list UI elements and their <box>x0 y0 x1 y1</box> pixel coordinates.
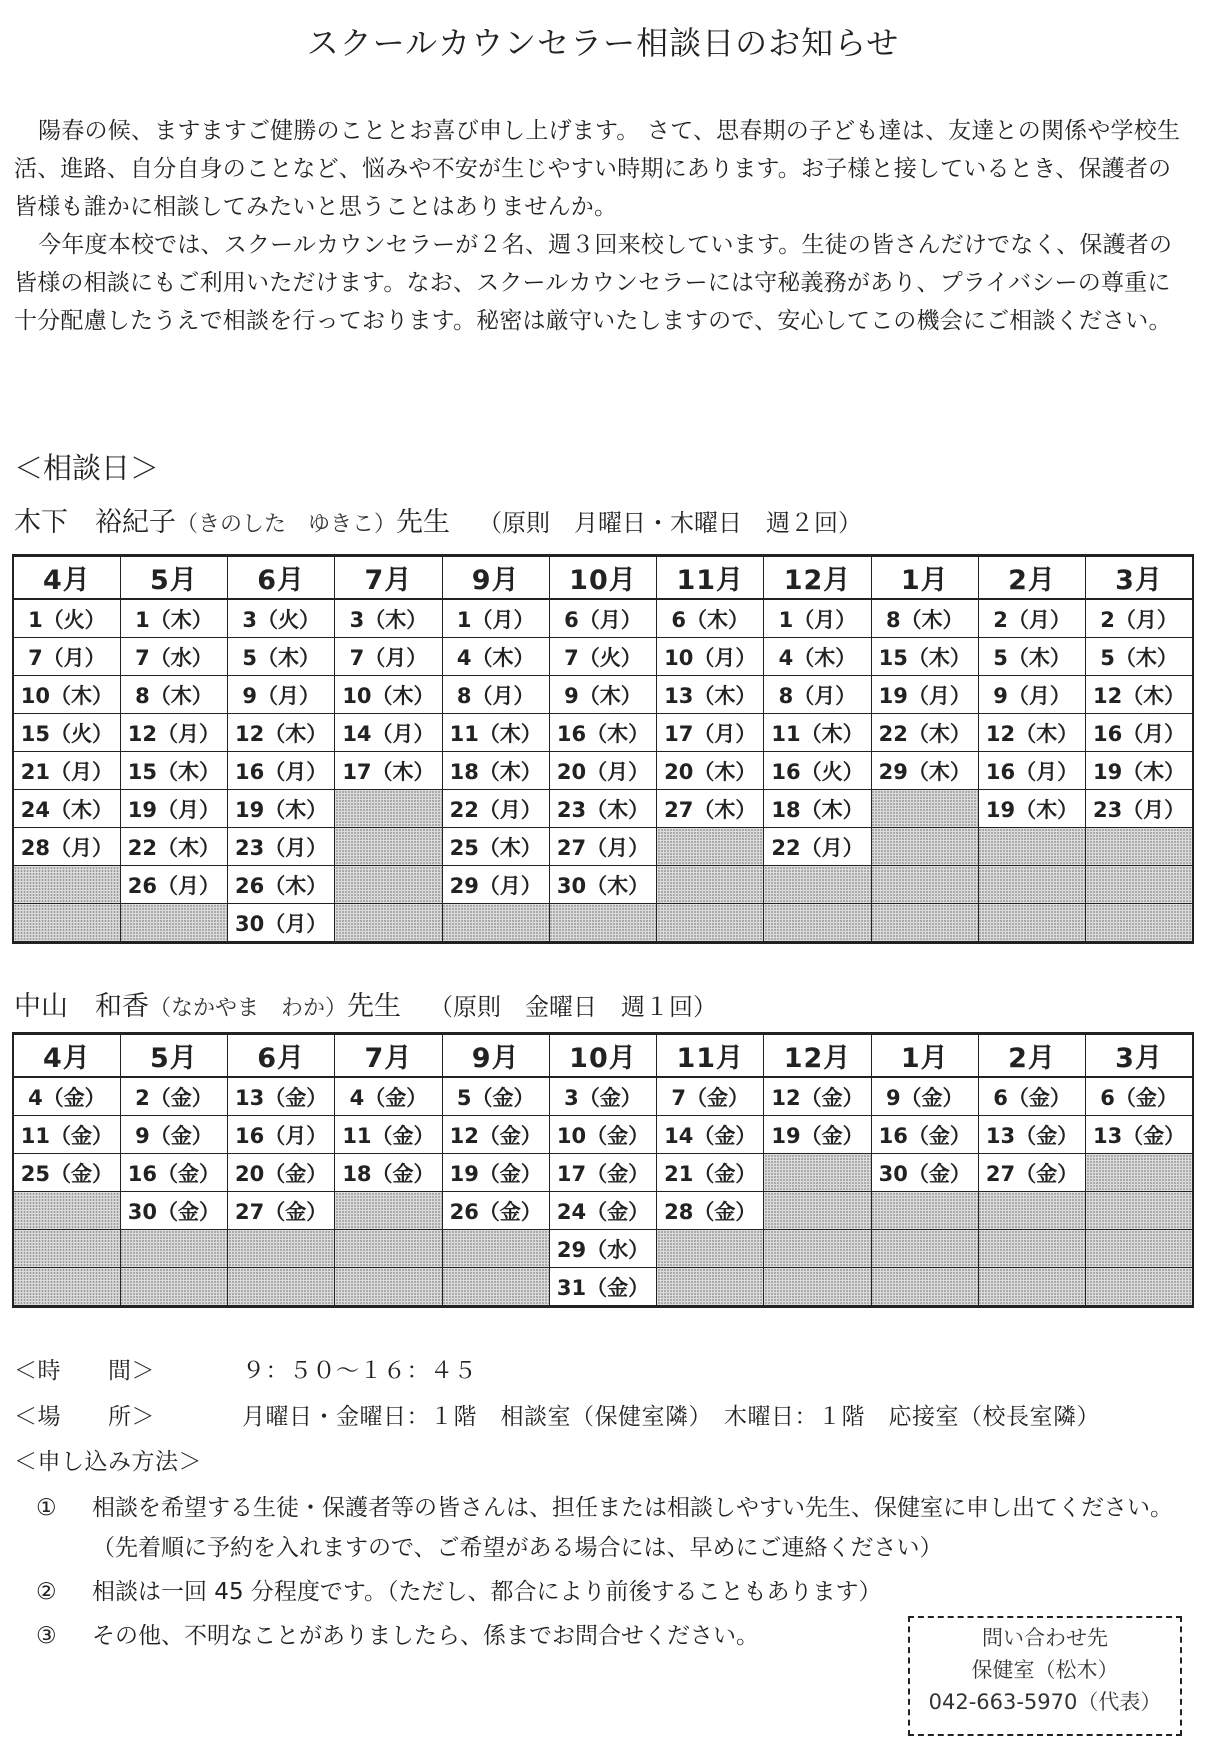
counselor-schedule-rule: （原則 金曜日 週１回） <box>429 993 718 1021</box>
empty-cell <box>978 904 1085 943</box>
empty-cell <box>442 904 549 943</box>
table-row <box>13 1077 1193 1116</box>
step-item <box>14 1616 892 1656</box>
counselor-suffix: 先生 <box>396 507 451 538</box>
date-cell: 3（木） <box>335 599 442 638</box>
date-cell: 4（木） <box>764 638 871 676</box>
month-header: 10月 <box>549 556 656 600</box>
empty-cell <box>978 866 1085 904</box>
date-cell: 21（月） <box>13 752 120 790</box>
empty-cell <box>978 1230 1085 1268</box>
intro-paragraph-2: 今年度本校では、スクールカウンセラーが２名、週３回来校しています。生徒の皆さんだけでなく、保護者の皆様の相談にもご利用いただけます。なお、スクールカウンセラーには守秘義務があり、プライバシーの尊重に十分配慮したうえで相談を行っております。秘密は厳守いたしますので、安心してこの機会にご相談ください。 <box>14 232 1173 334</box>
table-row <box>13 714 1193 752</box>
date-cell: 12（木） <box>228 714 335 752</box>
table-row <box>13 904 1193 943</box>
contact-box <box>908 1616 1182 1736</box>
empty-cell <box>871 1230 978 1268</box>
empty-cell <box>120 1268 227 1307</box>
date-cell: 16（月） <box>228 1116 335 1154</box>
info-apply <box>14 1443 202 1476</box>
empty-cell <box>120 904 227 943</box>
step-text: 相談を希望する生徒・保護者等の皆さんは、担任または相談しやすい先生、保健室に申し出てください。（先着順に予約を入れますので、ご希望がある場合には、早めにご連絡ください） <box>92 1495 1173 1561</box>
empty-cell <box>871 1192 978 1230</box>
month-header: 1月 <box>871 1034 978 1078</box>
empty-cell <box>657 828 764 866</box>
empty-cell <box>442 1268 549 1307</box>
counselor-heading-1 <box>14 500 862 539</box>
date-cell: 7（水） <box>120 638 227 676</box>
table-row <box>13 1116 1193 1154</box>
date-cell: 17（月） <box>657 714 764 752</box>
date-cell: 14（金） <box>657 1116 764 1154</box>
month-header: 9月 <box>442 556 549 600</box>
month-header: 1月 <box>871 556 978 600</box>
month-header: 9月 <box>442 1034 549 1078</box>
date-cell: 19（月） <box>871 676 978 714</box>
empty-cell <box>228 1268 335 1307</box>
date-cell: 29（木） <box>871 752 978 790</box>
empty-cell <box>13 904 120 943</box>
date-cell: 27（月） <box>549 828 656 866</box>
date-cell: 27（金） <box>978 1154 1085 1192</box>
empty-cell <box>764 1154 871 1192</box>
date-cell: 19（月） <box>120 790 227 828</box>
date-cell: 19（木） <box>978 790 1085 828</box>
date-cell: 19（木） <box>1086 752 1193 790</box>
empty-cell <box>657 1230 764 1268</box>
month-header: 3月 <box>1086 1034 1193 1078</box>
date-cell: 14（月） <box>335 714 442 752</box>
empty-cell <box>764 866 871 904</box>
date-cell: 22（月） <box>764 828 871 866</box>
date-cell: 7（月） <box>13 638 120 676</box>
step-number: ③ <box>36 1623 57 1649</box>
date-cell: 30（金） <box>871 1154 978 1192</box>
info-time-label: ＜時 間＞ <box>14 1358 155 1384</box>
date-cell: 31（金） <box>549 1268 656 1307</box>
date-cell: 25（金） <box>13 1154 120 1192</box>
empty-cell <box>764 904 871 943</box>
date-cell: 10（木） <box>335 676 442 714</box>
counselor-schedule-rule: （原則 月曜日・木曜日 週２回） <box>478 509 863 537</box>
empty-cell <box>871 1268 978 1307</box>
table-row <box>13 1230 1193 1268</box>
date-cell: 16（金） <box>871 1116 978 1154</box>
step-number: ② <box>36 1579 57 1605</box>
date-cell: 5（木） <box>1086 638 1193 676</box>
date-cell: 12（木） <box>1086 676 1193 714</box>
date-cell: 7（火） <box>549 638 656 676</box>
table-row <box>13 752 1193 790</box>
date-cell: 18（木） <box>764 790 871 828</box>
month-header: 10月 <box>549 1034 656 1078</box>
date-cell: 6（金） <box>1086 1077 1193 1116</box>
date-cell: 6（金） <box>978 1077 1085 1116</box>
empty-cell <box>13 1192 120 1230</box>
date-cell: 13（金） <box>228 1077 335 1116</box>
info-apply-label: ＜申し込み方法＞ <box>14 1449 202 1475</box>
date-cell: 1（火） <box>13 599 120 638</box>
date-cell: 9（金） <box>871 1077 978 1116</box>
empty-cell <box>1086 1154 1193 1192</box>
empty-cell <box>657 866 764 904</box>
empty-cell <box>871 866 978 904</box>
date-cell: 15（木） <box>871 638 978 676</box>
date-cell: 26（月） <box>120 866 227 904</box>
date-cell: 29（水） <box>549 1230 656 1268</box>
date-cell: 2（金） <box>120 1077 227 1116</box>
date-cell: 12（金） <box>442 1116 549 1154</box>
info-place-value: 月曜日・金曜日：１階 相談室（保健室隣） 木曜日：１階 応接室（校長室隣） <box>242 1404 1100 1430</box>
date-cell: 18（金） <box>335 1154 442 1192</box>
empty-cell <box>657 1268 764 1307</box>
date-cell: 5（金） <box>442 1077 549 1116</box>
date-cell: 30（月） <box>228 904 335 943</box>
date-cell: 3（火） <box>228 599 335 638</box>
date-cell: 4（金） <box>335 1077 442 1116</box>
date-cell: 23（木） <box>549 790 656 828</box>
date-cell: 18（木） <box>442 752 549 790</box>
date-cell: 8（木） <box>871 599 978 638</box>
month-header: 5月 <box>120 1034 227 1078</box>
date-cell: 26（金） <box>442 1192 549 1230</box>
empty-cell <box>120 1230 227 1268</box>
schedule-table-nakayama <box>12 1032 1194 1308</box>
date-cell: 28（月） <box>13 828 120 866</box>
counselor-name: 中山 和香 <box>14 991 149 1022</box>
schedule-table-kinoshita <box>12 554 1194 944</box>
date-cell: 27（木） <box>657 790 764 828</box>
intro-text <box>14 112 1192 340</box>
counselor-reading: （なかやま わか） <box>149 996 348 1021</box>
month-header: 7月 <box>335 1034 442 1078</box>
date-cell: 22（木） <box>871 714 978 752</box>
date-cell: 10（月） <box>657 638 764 676</box>
table-row <box>13 790 1193 828</box>
empty-cell <box>335 904 442 943</box>
month-header: 2月 <box>978 556 1085 600</box>
info-place <box>14 1398 1100 1431</box>
info-time-value: ９：５０～１６：４５ <box>242 1358 477 1384</box>
contact-office: 保健室（松木） <box>971 1658 1119 1682</box>
step-number: ① <box>36 1495 57 1521</box>
date-cell: 12（木） <box>978 714 1085 752</box>
counselor-heading-2 <box>14 984 717 1023</box>
date-cell: 15（火） <box>13 714 120 752</box>
counselor-name: 木下 裕紀子 <box>14 507 176 538</box>
date-cell: 19（金） <box>764 1116 871 1154</box>
date-cell: 9（木） <box>549 676 656 714</box>
date-cell: 11（木） <box>764 714 871 752</box>
empty-cell <box>335 1230 442 1268</box>
empty-cell <box>335 866 442 904</box>
step-item <box>14 1488 1192 1568</box>
date-cell: 29（月） <box>442 866 549 904</box>
date-cell: 12（金） <box>764 1077 871 1116</box>
empty-cell <box>13 1268 120 1307</box>
empty-cell <box>1086 1268 1193 1307</box>
info-time <box>14 1352 477 1385</box>
month-header: 12月 <box>764 556 871 600</box>
empty-cell <box>764 1230 871 1268</box>
empty-cell <box>978 828 1085 866</box>
date-cell: 5（木） <box>978 638 1085 676</box>
date-cell: 7（月） <box>335 638 442 676</box>
table-row <box>13 1154 1193 1192</box>
date-cell: 5（木） <box>228 638 335 676</box>
step-item <box>14 1572 1194 1612</box>
table-row <box>13 866 1193 904</box>
month-header: 12月 <box>764 1034 871 1078</box>
date-cell: 20（金） <box>228 1154 335 1192</box>
empty-cell <box>871 828 978 866</box>
step-text: その他、不明なことがありましたら、係までお問合せください。 <box>92 1623 759 1649</box>
table-row <box>13 599 1193 638</box>
date-cell: 1（月） <box>442 599 549 638</box>
date-cell: 25（木） <box>442 828 549 866</box>
date-cell: 15（木） <box>120 752 227 790</box>
date-cell: 19（金） <box>442 1154 549 1192</box>
empty-cell <box>1086 828 1193 866</box>
date-cell: 17（金） <box>549 1154 656 1192</box>
table-row <box>13 676 1193 714</box>
empty-cell <box>228 1230 335 1268</box>
section-heading: ＜相談日＞ <box>14 451 160 485</box>
date-cell: 24（木） <box>13 790 120 828</box>
empty-cell <box>335 828 442 866</box>
month-header: 6月 <box>228 1034 335 1078</box>
empty-cell <box>1086 866 1193 904</box>
empty-cell <box>978 1268 1085 1307</box>
table-row <box>13 638 1193 676</box>
empty-cell <box>442 1230 549 1268</box>
date-cell: 8（木） <box>120 676 227 714</box>
date-cell: 13（金） <box>978 1116 1085 1154</box>
step-text: 相談は一回 45 分程度です。（ただし、都合により前後することもあります） <box>92 1579 882 1605</box>
month-header: 3月 <box>1086 556 1193 600</box>
empty-cell <box>13 1230 120 1268</box>
date-cell: 30（木） <box>549 866 656 904</box>
empty-cell <box>657 904 764 943</box>
date-cell: 2（月） <box>978 599 1085 638</box>
date-cell: 13（金） <box>1086 1116 1193 1154</box>
empty-cell <box>335 1192 442 1230</box>
date-cell: 20（木） <box>657 752 764 790</box>
date-cell: 10（金） <box>549 1116 656 1154</box>
date-cell: 7（金） <box>657 1077 764 1116</box>
date-cell: 9（月） <box>228 676 335 714</box>
date-cell: 28（金） <box>657 1192 764 1230</box>
empty-cell <box>1086 1192 1193 1230</box>
date-cell: 12（月） <box>120 714 227 752</box>
date-cell: 2（月） <box>1086 599 1193 638</box>
table-row <box>13 828 1193 866</box>
counselor-suffix: 先生 <box>347 991 402 1022</box>
date-cell: 20（月） <box>549 752 656 790</box>
date-cell: 4（木） <box>442 638 549 676</box>
date-cell: 1（月） <box>764 599 871 638</box>
date-cell: 22（木） <box>120 828 227 866</box>
empty-cell <box>549 904 656 943</box>
date-cell: 30（金） <box>120 1192 227 1230</box>
empty-cell <box>764 1192 871 1230</box>
date-cell: 13（木） <box>657 676 764 714</box>
date-cell: 4（金） <box>13 1077 120 1116</box>
date-cell: 8（月） <box>442 676 549 714</box>
date-cell: 16（月） <box>228 752 335 790</box>
date-cell: 26（木） <box>228 866 335 904</box>
table-row <box>13 1268 1193 1307</box>
month-header: 4月 <box>13 1034 120 1078</box>
counselor-reading: （きのした ゆきこ） <box>176 512 397 537</box>
empty-cell <box>335 1268 442 1307</box>
date-cell: 11（木） <box>442 714 549 752</box>
table-row <box>13 1192 1193 1230</box>
month-header: 2月 <box>978 1034 1085 1078</box>
date-cell: 16（金） <box>120 1154 227 1192</box>
date-cell: 11（金） <box>13 1116 120 1154</box>
empty-cell <box>13 866 120 904</box>
date-cell: 17（木） <box>335 752 442 790</box>
date-cell: 21（金） <box>657 1154 764 1192</box>
month-header: 11月 <box>657 556 764 600</box>
month-header: 6月 <box>228 556 335 600</box>
month-header: 4月 <box>13 556 120 600</box>
month-header: 11月 <box>657 1034 764 1078</box>
date-cell: 1（木） <box>120 599 227 638</box>
empty-cell <box>1086 904 1193 943</box>
month-header: 7月 <box>335 556 442 600</box>
date-cell: 27（金） <box>228 1192 335 1230</box>
date-cell: 23（月） <box>228 828 335 866</box>
date-cell: 16（月） <box>978 752 1085 790</box>
empty-cell <box>1086 1230 1193 1268</box>
date-cell: 9（月） <box>978 676 1085 714</box>
contact-phone: 042-663-5970（代表） <box>928 1690 1162 1714</box>
intro-paragraph-1: 陽春の候、ますますご健勝のこととお喜び申し上げます。 さて、思春期の子ども達は、友達との関係や学校生活、進路、自分自身のことなど、悩みや不安が生じやすい時期にあります。お子様と接しているとき、保護者の皆様も誰かに相談してみたいと思うことはありませんか。 <box>14 118 1181 220</box>
date-cell: 22（月） <box>442 790 549 828</box>
date-cell: 10（木） <box>13 676 120 714</box>
empty-cell <box>764 1268 871 1307</box>
empty-cell <box>335 790 442 828</box>
empty-cell <box>871 904 978 943</box>
date-cell: 3（金） <box>549 1077 656 1116</box>
date-cell: 16（月） <box>1086 714 1193 752</box>
page-title: スクールカウンセラー相談日のお知らせ <box>306 24 900 62</box>
date-cell: 16（木） <box>549 714 656 752</box>
date-cell: 6（木） <box>657 599 764 638</box>
date-cell: 24（金） <box>549 1192 656 1230</box>
date-cell: 16（火） <box>764 752 871 790</box>
month-header: 5月 <box>120 556 227 600</box>
empty-cell <box>871 790 978 828</box>
date-cell: 11（金） <box>335 1116 442 1154</box>
info-place-label: ＜場 所＞ <box>14 1404 155 1430</box>
date-cell: 8（月） <box>764 676 871 714</box>
date-cell: 6（月） <box>549 599 656 638</box>
empty-cell <box>978 1192 1085 1230</box>
contact-heading: 問い合わせ先 <box>982 1626 1108 1650</box>
date-cell: 23（月） <box>1086 790 1193 828</box>
date-cell: 9（金） <box>120 1116 227 1154</box>
date-cell: 19（木） <box>228 790 335 828</box>
